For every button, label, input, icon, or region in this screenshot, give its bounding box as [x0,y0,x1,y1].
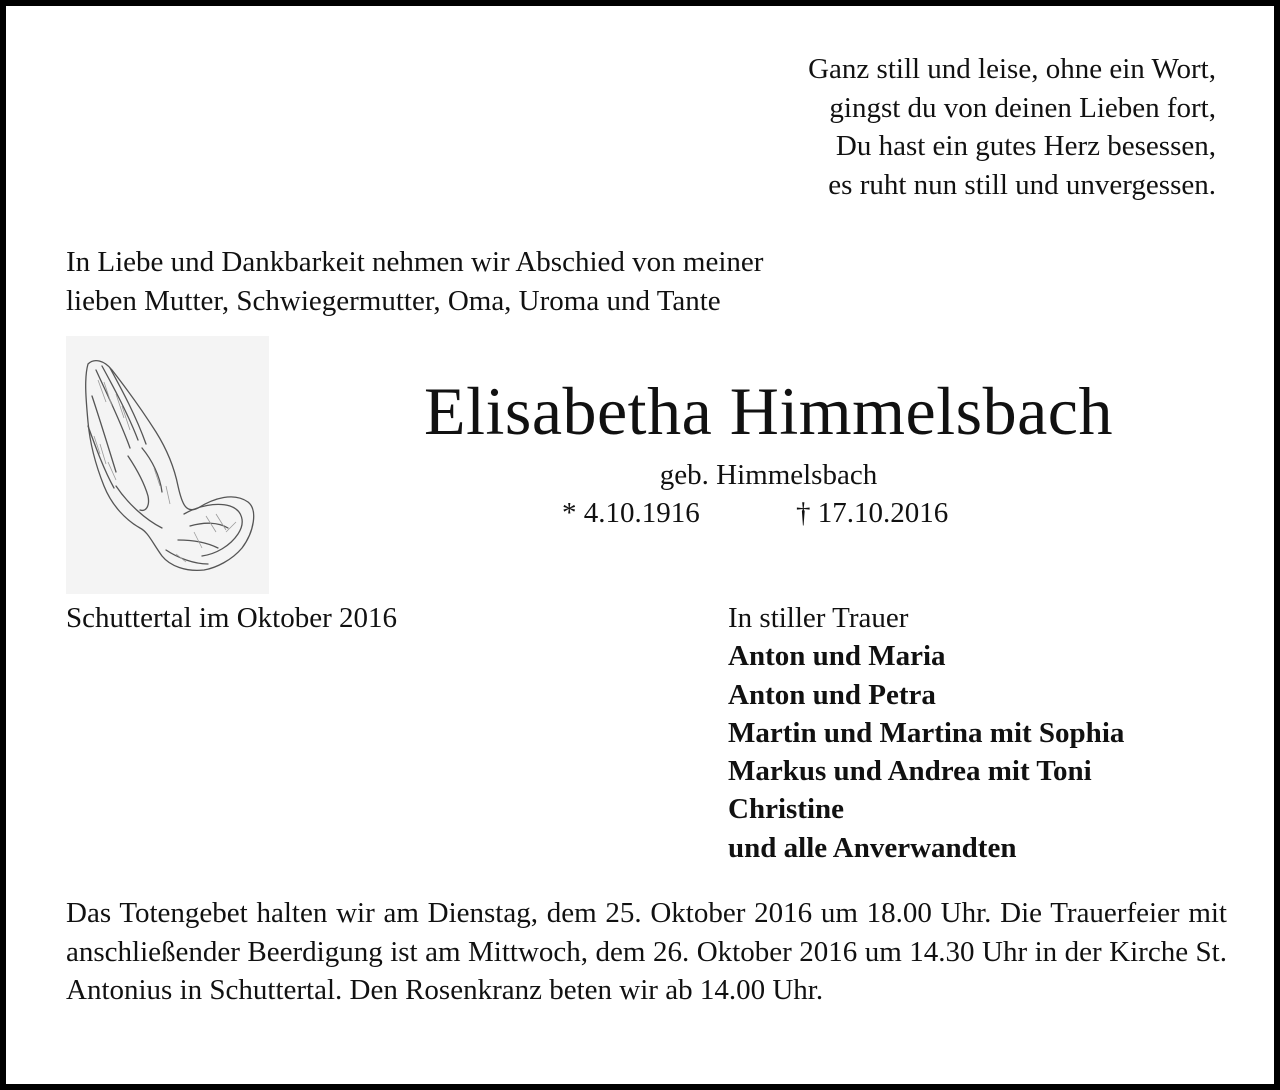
intro-line: lieben Mutter, Schwiegermutter, Oma, Uroma und Tante [66,284,721,317]
mourner-name: Anton und Petra [728,678,936,711]
poem-line: Du hast ein gutes Herz besessen, [835,130,1216,162]
life-dates [6,495,1280,535]
poem-line: gingst du von deinen Lieben fort, [829,91,1216,124]
funeral-details: Das Totengebet halten wir am Dienstag, dem 25. Oktober 2016 um 18.00 Uhr. Die Trauerfeier mit anschließender Beerdigung ist am Mittwoch, dem 26. Oktober 2016 um 14.30 Uhr in der Kirche St. Antonius in Schuttertal. Den Rosenkranz beten wir ab 14.00 Uhr. [66,897,1227,1006]
mourner-name: und alle Anverwandten [728,831,1017,864]
death-date: † 17.10.2016 [796,497,949,529]
poem-line: es ruht nun still und unvergessen. [828,168,1216,201]
poem-line: Ganz still und leise, ohne ein Wort, [808,53,1216,85]
mourner-name: Christine [728,793,844,826]
poem [808,50,1216,204]
mourners-list [728,599,1124,867]
birth-name: geb. Himmelsbach [659,459,878,491]
intro-line: In Liebe und Dankbarkeit nehmen wir Abschied von meiner [66,246,764,278]
praying-hands-icon [66,336,269,594]
place-and-date: Schuttertal im Oktober 2016 [66,602,398,634]
mourner-name: Anton und Maria [728,640,946,673]
mourners-heading: In stiller Trauer [728,602,909,634]
birth-date: * 4.10.1916 [562,497,700,529]
deceased-name: Elisabetha Himmelsbach [424,373,1113,449]
mourner-name: Martin und Martina mit Sophia [728,716,1125,749]
intro-text [66,243,763,320]
mourner-name: Markus und Andrea mit Toni [728,755,1092,788]
